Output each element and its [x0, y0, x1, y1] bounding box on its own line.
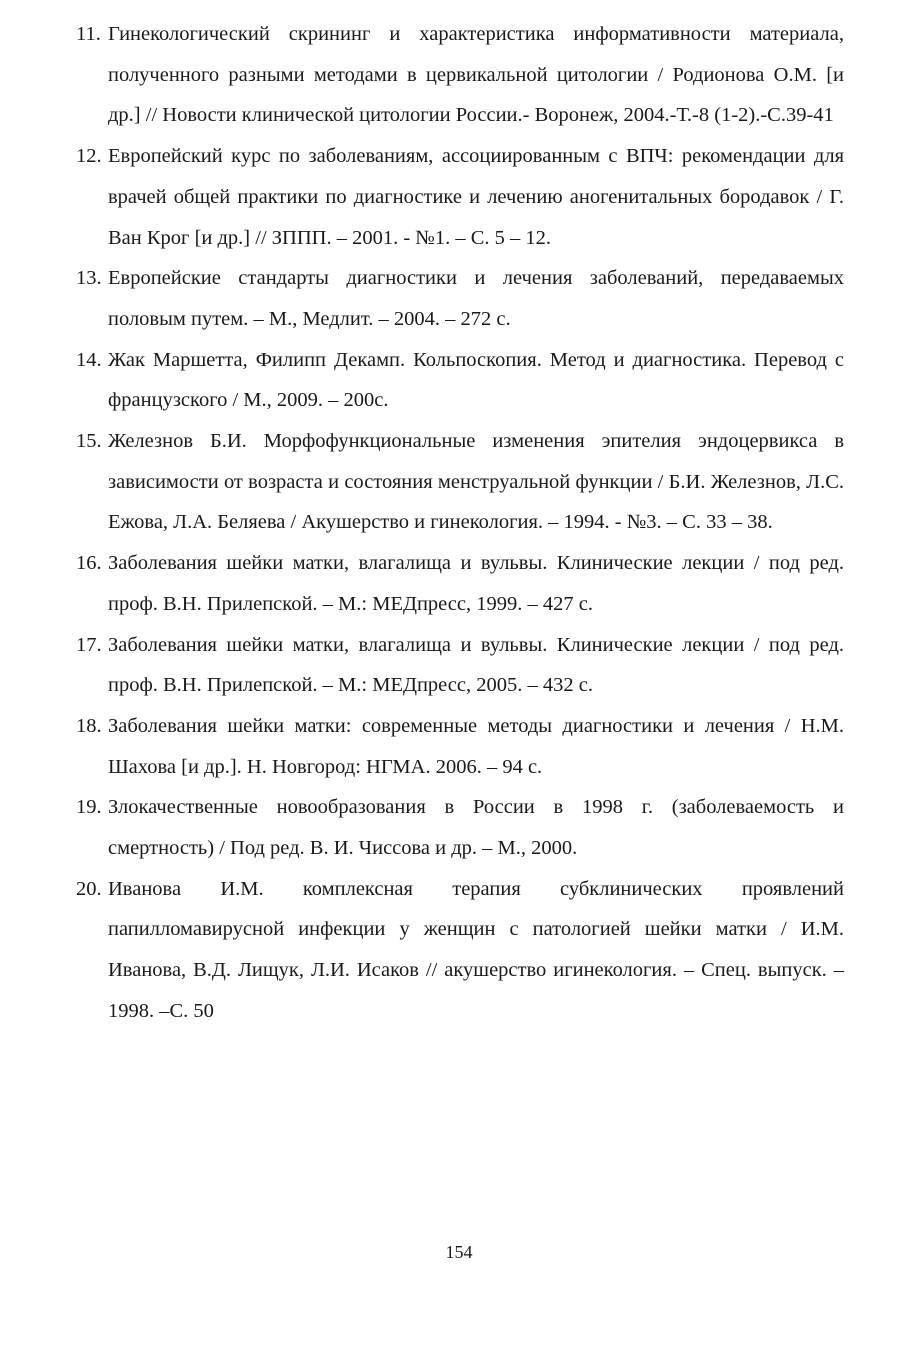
reference-number: 14. — [76, 348, 102, 371]
reference-text: Заболевания шейки матки: современные методы диагностики и лечения / Н.М. Шахова [и др.]. Н. Новгород: НГМА. 2006. – 94 с. — [108, 714, 844, 778]
reference-item-13 — [74, 258, 844, 339]
reference-item-14 — [74, 340, 844, 421]
reference-number: 13. — [76, 267, 102, 290]
reference-item-11 — [74, 14, 844, 136]
reference-item-20 — [74, 869, 844, 1032]
reference-list — [74, 14, 844, 1032]
reference-text: Железнов Б.И. Морфофункциональные изменения эпителия эндоцервикса в зависимости от возраста и состояния менструальной функции / Б.И. Железнов, Л.С. Ежова, Л.А. Беляева / Акушерство и гинекология. – 1994. - №3. – С. 33 – 38. — [108, 430, 844, 534]
reference-text: Европейский курс по заболеваниям, ассоциированным с ВПЧ: рекомендации для врачей общей практики по диагностике и лечению аногенитальных бородавок / Г. Ван Крог [и др.] // ЗППП. – 2001. - №1. – С. 5 – 12. — [108, 145, 844, 249]
reference-number: 16. — [76, 552, 102, 575]
reference-text: Гинекологический скрининг и характеристика информативности материала, полученного разными методами в цервикальной цитологии / Родионова О.М. [и др.] // Новости клинической цитологии России.- Воронеж, 2004.-Т.-8 (1-2).-С.39-41 — [108, 23, 844, 127]
reference-number: 18. — [76, 714, 102, 737]
reference-item-19 — [74, 787, 844, 868]
reference-number: 15. — [76, 430, 102, 453]
reference-text: Злокачественные новообразования в России в 1998 г. (заболеваемость и смертность) / Под ред. В. И. Чиссова и др. – М., 2000. — [108, 796, 844, 860]
reference-item-17 — [74, 625, 844, 706]
reference-item-16 — [74, 543, 844, 624]
reference-item-12 — [74, 136, 844, 258]
reference-item-18 — [74, 706, 844, 787]
reference-text: Заболевания шейки матки, влагалища и вульвы. Клинические лекции / под ред. проф. В.Н. Прилепской. – М.: МЕДпресс, 2005. – 432 с. — [108, 633, 844, 697]
reference-text: Иванова И.М. комплексная терапия субклинических проявлений папилломавирусной инфекции у женщин с патологией шейки матки / И.М. Иванова, В.Д. Лищук, Л.И. Исаков // акушерство игинекология. – Спец. выпуск. – 1998. –С. 50 — [108, 877, 844, 1022]
reference-number: 19. — [76, 796, 102, 819]
page-number: 154 — [445, 1242, 473, 1262]
reference-number: 20. — [76, 877, 102, 900]
reference-number: 12. — [76, 145, 102, 168]
reference-number: 17. — [76, 633, 102, 656]
reference-text: Европейские стандарты диагностики и лечения заболеваний, передаваемых половым путем. – М., Медлит. – 2004. – 272 с. — [108, 267, 844, 330]
reference-item-15 — [74, 421, 844, 543]
reference-number: 11. — [76, 23, 101, 45]
reference-text: Жак Маршетта, Филипп Декамп. Кольпоскопия. Метод и диагностика. Перевод с французского / М., 2009. – 200с. — [108, 348, 844, 412]
reference-text: Заболевания шейки матки, влагалища и вульвы. Клинические лекции / под ред. проф. В.Н. Прилепской. – М.: МЕДпресс, 1999. – 427 с. — [108, 552, 844, 615]
